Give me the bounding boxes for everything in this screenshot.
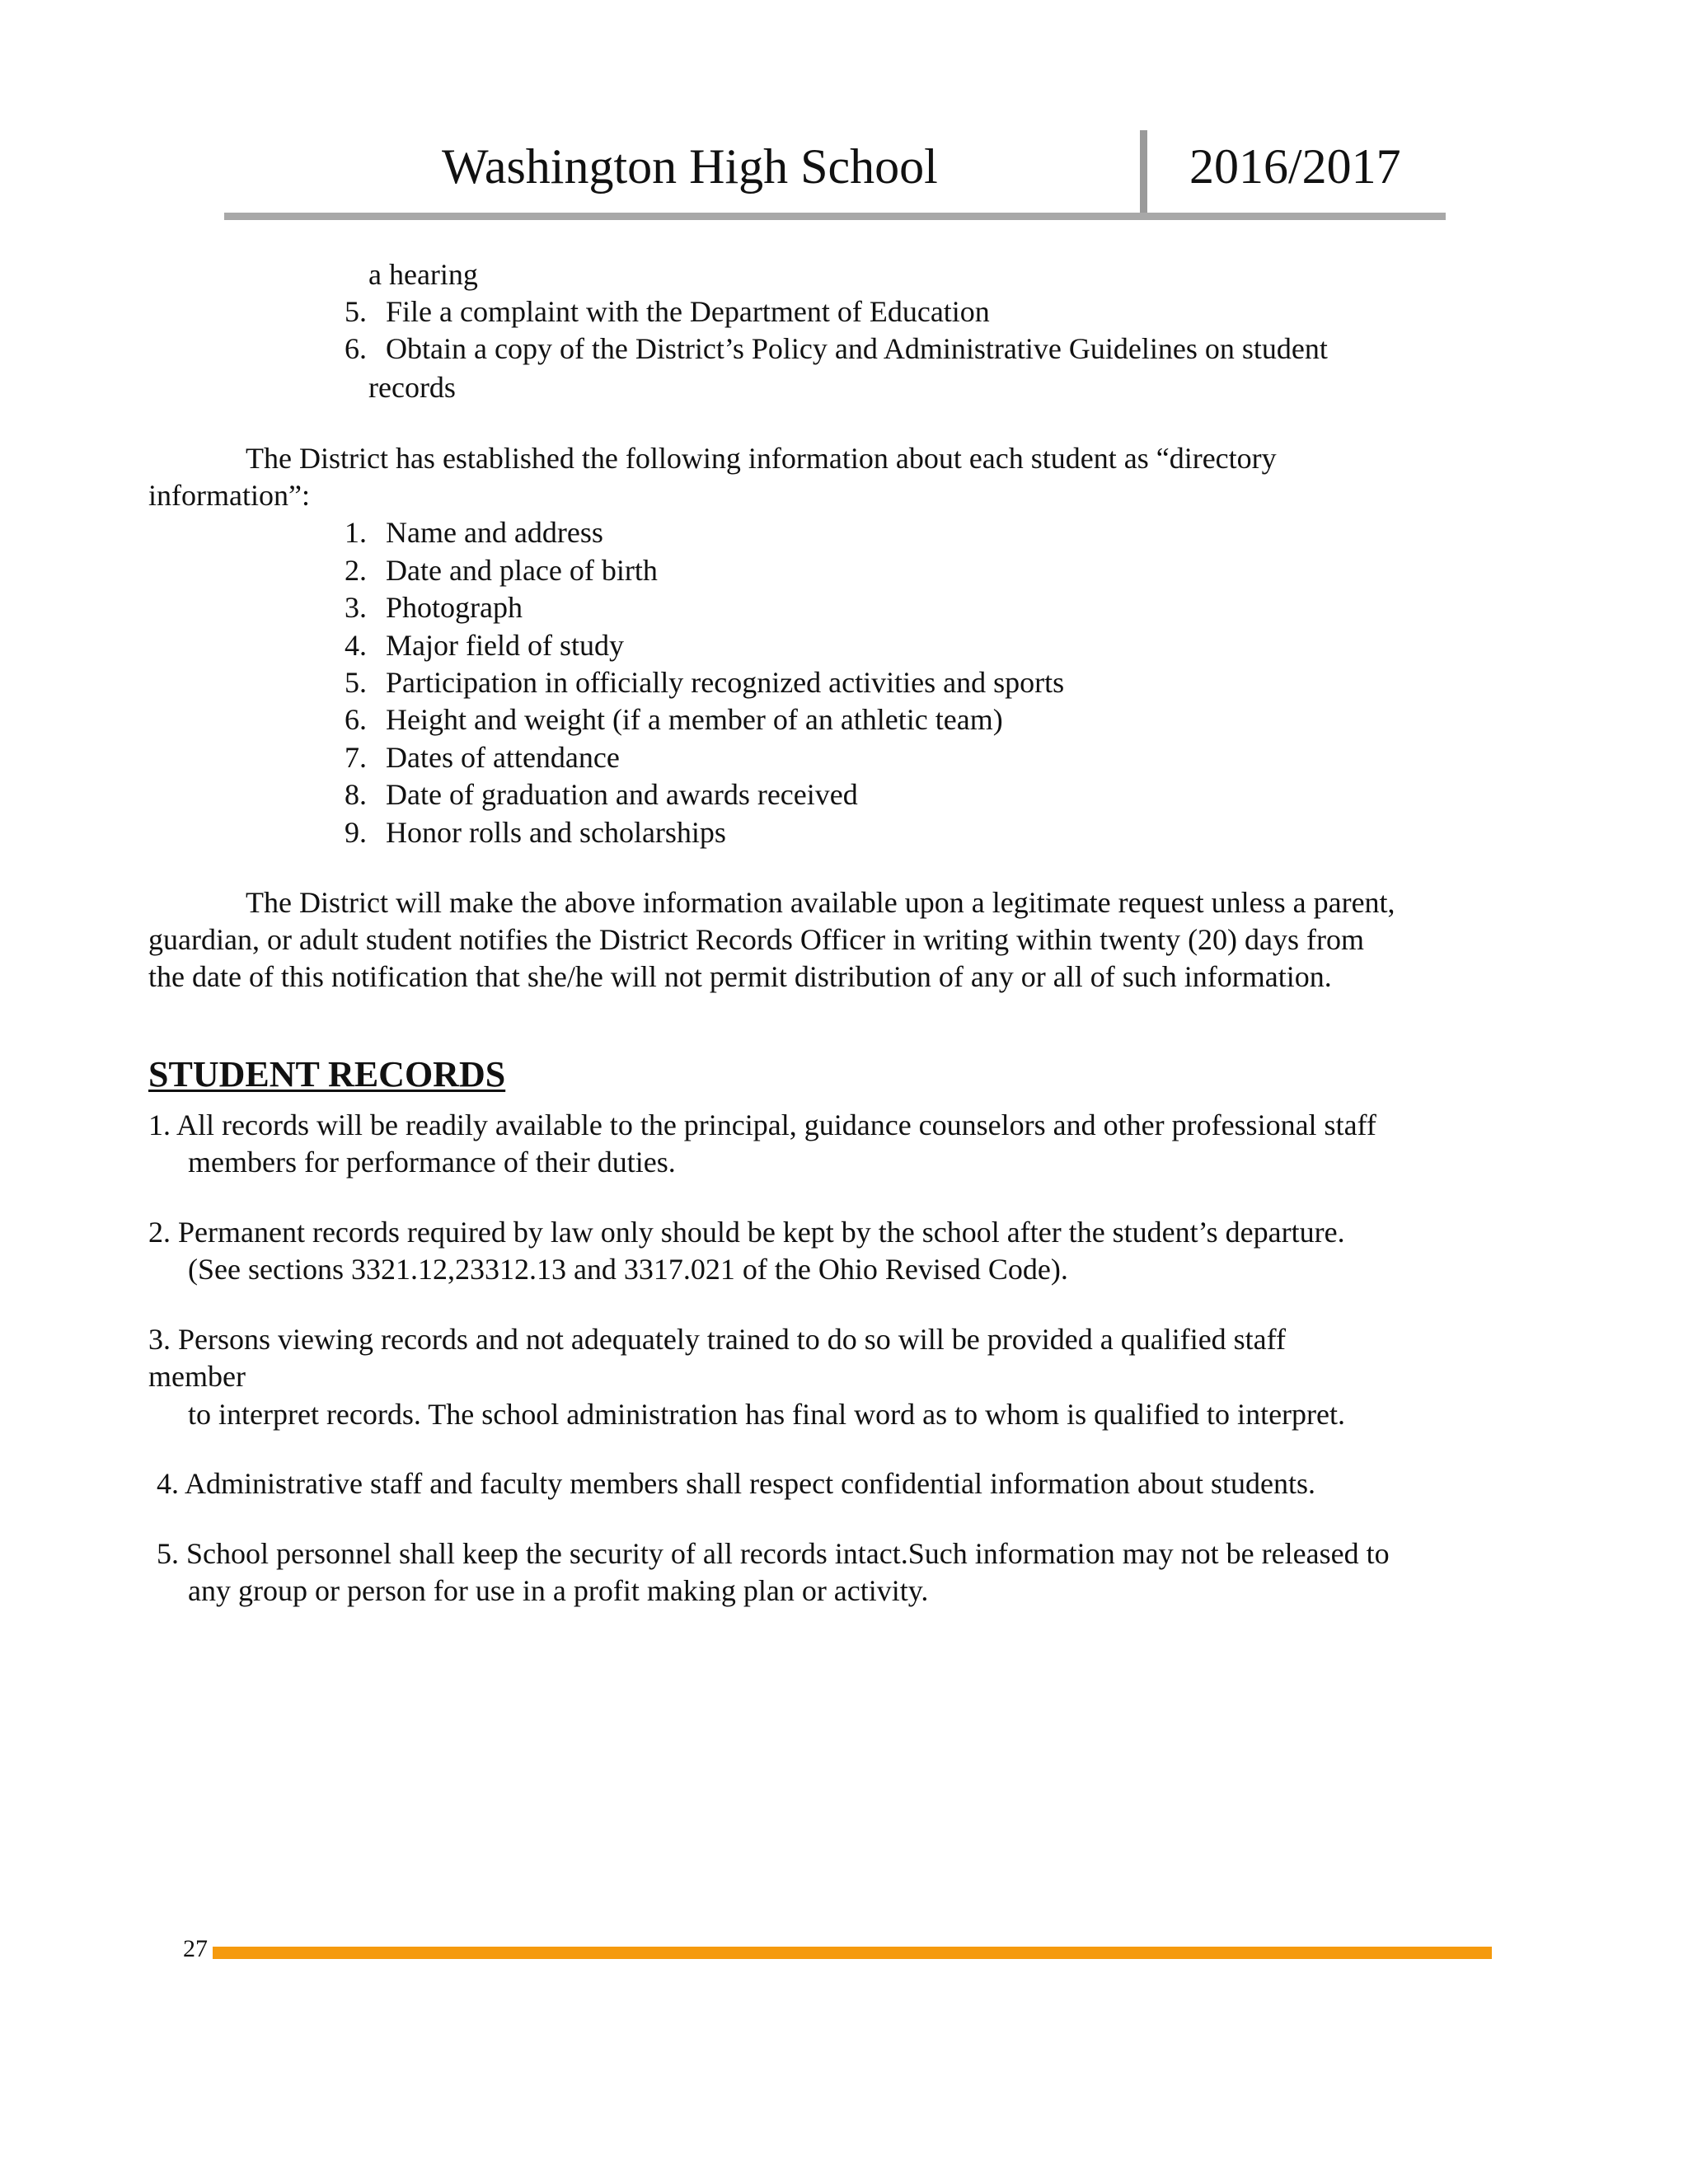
list-item-number: 8. xyxy=(345,778,367,811)
list-item-text: Dates of attendance xyxy=(386,741,620,774)
paragraph-line: (See sections 3321.12,23312.13 and 3317.021 of the Ohio Revised Code). xyxy=(188,1253,1068,1286)
list-item-number: 7. xyxy=(345,741,367,774)
header-rule xyxy=(224,213,1446,220)
list-item-text: Date of graduation and awards received xyxy=(386,778,858,811)
list-item-text: Honor rolls and scholarships xyxy=(386,816,726,849)
list-item-number: 6. xyxy=(345,703,367,736)
paragraph-line: 5. School personnel shall keep the security of all records intact.Such information may not be released to xyxy=(157,1537,1390,1570)
paragraph-line: 3. Persons viewing records and not adequately trained to do so will be provided a qualified staff xyxy=(148,1323,1286,1356)
paragraph-line: information”: xyxy=(148,479,310,512)
list-item-number: 5. xyxy=(345,295,367,328)
list-item-number: 6. xyxy=(345,332,367,365)
list-item-text: Photograph xyxy=(386,591,523,624)
paragraph-line: The District will make the above information available upon a legitimate request unless a parent, xyxy=(246,886,1395,919)
paragraph-line: guardian, or adult student notifies the District Records Officer in writing within twenty (20) days from xyxy=(148,923,1365,956)
school-name: Washington High School xyxy=(442,139,938,194)
paragraph-line: members for performance of their duties. xyxy=(188,1146,676,1179)
list-item-number: 3. xyxy=(345,591,367,624)
paragraph-line: any group or person for use in a profit making plan or activity. xyxy=(188,1574,929,1607)
school-year: 2016/2017 xyxy=(1189,139,1401,194)
paragraph-line: 4. Administrative staff and faculty members shall respect confidential information about students. xyxy=(157,1467,1315,1500)
header-divider xyxy=(1140,130,1147,218)
list-item-text: Name and address xyxy=(386,516,603,549)
list-item-number: 9. xyxy=(345,816,367,849)
footer-bar xyxy=(213,1947,1492,1959)
list-item-text: Date and place of birth xyxy=(386,554,658,587)
list-item-text: Obtain a copy of the District’s Policy and Administrative Guidelines on student xyxy=(386,332,1328,365)
paragraph-line: the date of this notification that she/he will not permit distribution of any or all of such information. xyxy=(148,960,1332,993)
paragraph-line: 2. Permanent records required by law only should be kept by the school after the student’s departure. xyxy=(148,1216,1345,1249)
paragraph-line: member xyxy=(148,1360,246,1393)
list-item-number: 2. xyxy=(345,554,367,587)
paragraph-line: The District has established the following information about each student as “directory xyxy=(246,442,1277,475)
list-item-text: File a complaint with the Department of Education xyxy=(386,295,990,328)
list-item-text: Major field of study xyxy=(386,629,624,662)
list-item-number: 1. xyxy=(345,516,367,549)
list-item-continuation: records xyxy=(368,371,456,404)
section-heading: STUDENT RECORDS xyxy=(148,1054,506,1094)
list-item-number: 5. xyxy=(345,666,367,699)
list-item-number: 4. xyxy=(345,629,367,662)
list-item-text: Height and weight (if a member of an athletic team) xyxy=(386,703,1003,736)
paragraph-line: 1. All records will be readily available to the principal, guidance counselors and other professional staff xyxy=(148,1108,1376,1141)
list-item-text: Participation in officially recognized activities and sports xyxy=(386,666,1065,699)
list-item-continuation: a hearing xyxy=(368,258,478,291)
page-number: 27 xyxy=(183,1935,208,1962)
paragraph-line: to interpret records. The school administration has final word as to whom is qualified to interpret. xyxy=(188,1398,1345,1431)
